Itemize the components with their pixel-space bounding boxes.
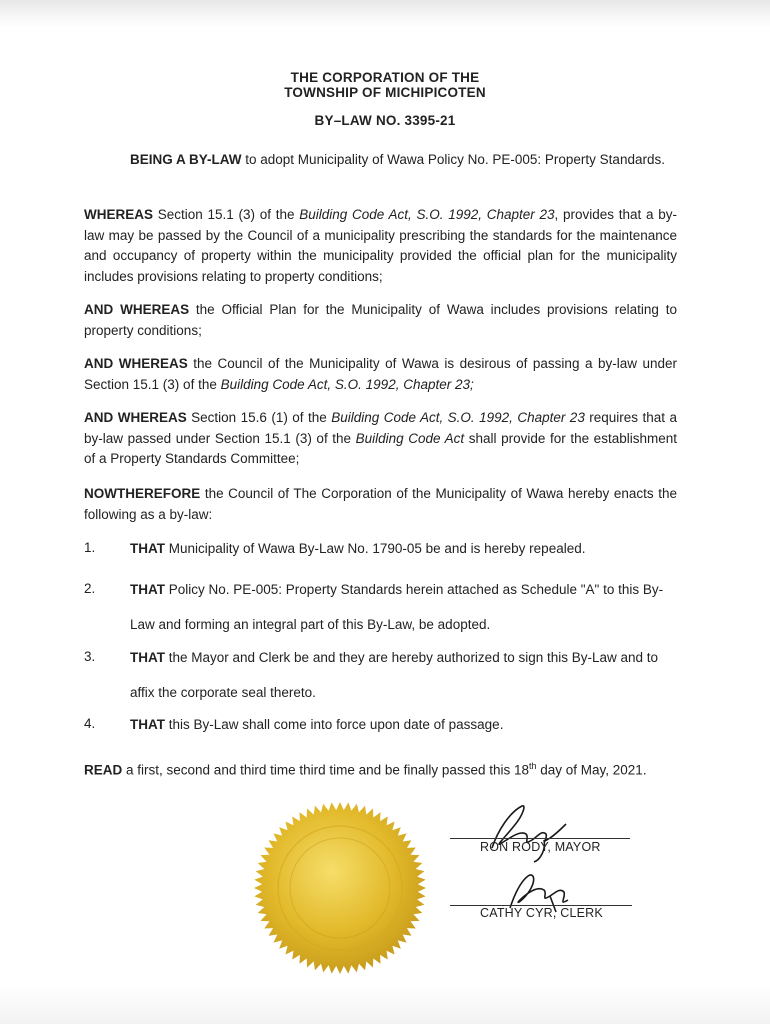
recital-4: AND WHEREAS Section 15.6 (1) of the Building Code Act, S.O. 1992, Chapter 23 requires that a by-law passed under Section 15.1 (3) of the Building Code Act shall provide for the establishment of a Property Standards Committee; <box>84 410 677 466</box>
scan-edge-top <box>0 0 770 28</box>
item-number: 4. <box>84 716 96 731</box>
item-4: THAT this By-Law shall come into force upon date of passage. <box>130 717 504 732</box>
enactment-clause: NOWTHEREFORE the Council of The Corporation of the Municipality of Wawa hereby enacts the following as a by-law: <box>84 486 677 522</box>
item-number: 2. <box>84 581 96 596</box>
item-3: THAT the Mayor and Clerk be and they are hereby authorized to sign this By-Law and to affix the corporate seal thereto. <box>130 650 659 700</box>
corporation-title: THE CORPORATION OF THE <box>290 70 480 85</box>
item-2: THAT Policy No. PE-005: Property Standards herein attached as Schedule "A" to this By-Law and forming an integral part of this By-Law, be adopted. <box>130 582 664 632</box>
clerk-name: CATHY CYR, CLERK <box>480 906 603 920</box>
item-number: 1. <box>84 540 96 555</box>
recital-1: WHEREAS Section 15.1 (3) of the Building Code Act, S.O. 1992, Chapter 23, provides that a by-law may be passed by the Council of a municipality prescribing the standards for the maintenance and occupancy of property within the municipality provided the official plan for the municipality includes provisions relating to property conditions; <box>84 207 677 284</box>
purpose-text: to adopt Municipality of Wawa Policy No. PE-005: Property Standards. <box>241 152 665 167</box>
recital-3: AND WHEREAS the Council of the Municipality of Wawa is desirous of passing a by-law under Section 15.1 (3) of the Building Code Act, S.O. 1992, Chapter 23; <box>84 356 677 392</box>
scan-edge-bottom <box>0 984 770 1024</box>
mayor-signature <box>470 800 590 866</box>
township-title: TOWNSHIP OF MICHIPICOTEN <box>284 85 486 100</box>
purpose-lead: BEING A BY-LAW <box>130 152 242 167</box>
mayor-signature-line <box>450 838 630 839</box>
mayor-name: RON RODY, MAYOR <box>480 840 601 854</box>
item-number: 3. <box>84 649 96 664</box>
reading-paragraph: READ a first, second and third time third time and be finally passed this 18th day of May, 2021. <box>84 761 647 778</box>
purpose-paragraph <box>130 150 677 171</box>
recital-2: AND WHEREAS the Official Plan for the Municipality of Wawa includes provisions relating to property conditions; <box>84 302 677 338</box>
corporate-seal <box>252 800 428 976</box>
item-1: THAT Municipality of Wawa By-Law No. 1790-05 be and is hereby repealed. <box>130 541 586 556</box>
bylaw-number: BY–LAW NO. 3395-21 <box>314 113 456 128</box>
